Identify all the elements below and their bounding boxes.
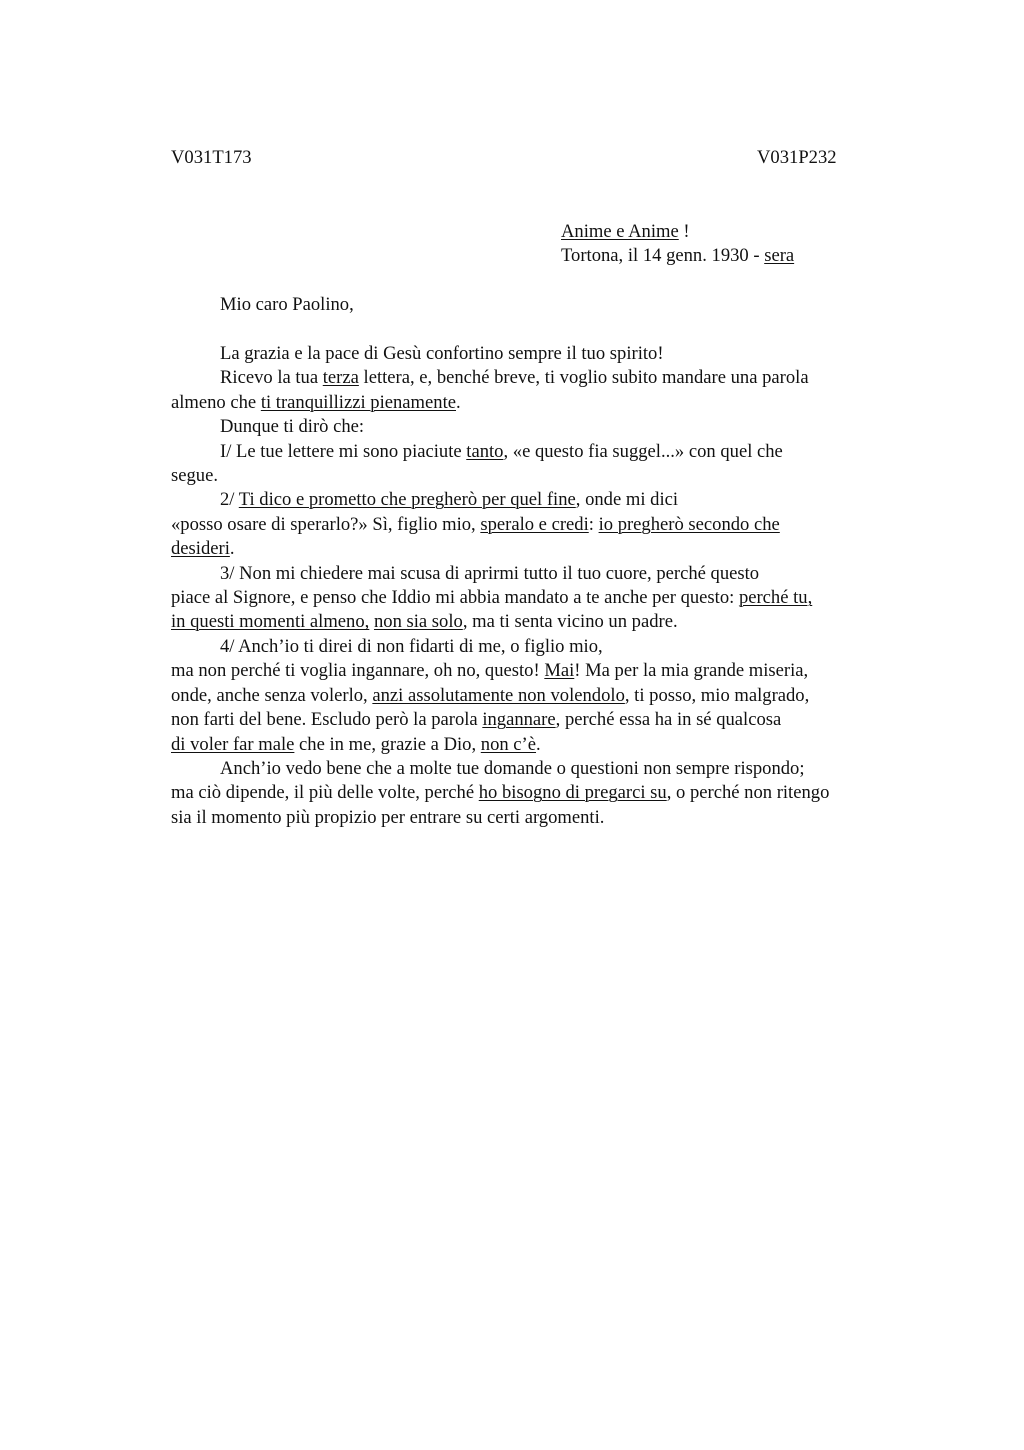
underlined-text: ti tranquillizzi pienamente: [260, 391, 456, 413]
body-line: [171, 708, 911, 732]
body-line: sia il momento più propizio per entrare su certi argomenti.: [171, 806, 605, 828]
text-segment: :: [588, 513, 599, 535]
underlined-text: non sia solo: [373, 611, 463, 633]
salutation: Mio caro Paolino,: [220, 294, 354, 315]
text-segment: lettera, e, benché breve, ti voglio subito mandare una parola: [358, 367, 809, 389]
body-line: 3/ Non mi chiedere mai scusa di aprirmi tutto il tuo cuore, perché questo: [220, 562, 760, 584]
body-line: [171, 586, 911, 610]
underlined-text: terza: [322, 367, 359, 389]
body-line: [171, 659, 911, 683]
underlined-text: Mai: [544, 660, 575, 682]
underlined-text: desideri: [171, 538, 230, 560]
text-segment: , ma ti senta vicino un padre.: [462, 611, 678, 633]
body-line: [171, 391, 911, 415]
reference-code-left: V031T173: [171, 147, 252, 168]
dateline-main: Tortona, il 14 genn. 1930 -: [561, 245, 765, 267]
letter-body: [171, 342, 911, 830]
body-line: Anch’io vedo bene che a molte tue domande o questioni non sempre rispondo;: [220, 757, 805, 779]
body-line: [171, 366, 911, 390]
dateline: [561, 244, 794, 268]
text-segment: , ti posso, mio malgrado,: [624, 684, 810, 706]
text-segment: piace al Signore, e penso che Iddio mi abbia mandato a te anche per questo:: [171, 587, 739, 609]
body-line: [171, 440, 911, 464]
text-segment: che in me, grazie a Dio,: [294, 733, 481, 755]
underlined-text: speralo e credi: [480, 513, 589, 535]
underlined-text: di voler far male: [171, 733, 295, 755]
underlined-text: ho bisogno di pregarci su: [478, 782, 667, 804]
body-line: Dunque ti dirò che:: [220, 416, 365, 438]
letter-title: [561, 220, 794, 244]
body-line: [171, 488, 911, 512]
dateline-underlined: sera: [764, 245, 795, 267]
text-segment: I/ Le tue lettere mi sono piaciute: [220, 440, 467, 462]
text-segment: 2/: [220, 489, 239, 511]
body-line: [171, 781, 911, 805]
text-segment: onde, anche senza volerlo,: [171, 684, 373, 706]
text-segment: Ricevo la tua: [220, 367, 323, 389]
reference-code-right: V031P232: [757, 147, 837, 168]
body-line: [171, 537, 911, 561]
text-segment: non farti del bene. Escludo però la parola: [171, 709, 483, 731]
text-segment: ! Ma per la mia grande miseria,: [574, 660, 809, 682]
underlined-text: non c’è: [480, 733, 537, 755]
body-line: La grazia e la pace di Gesù confortino sempre il tuo spirito!: [220, 343, 664, 364]
text-segment: , o perché non ritengo: [666, 782, 830, 804]
letter-heading: [561, 220, 794, 269]
text-segment: «posso osare di sperarlo?» Sì, figlio mio,: [171, 513, 481, 535]
underlined-text: io pregherò secondo che: [598, 513, 780, 535]
text-segment: , perché essa ha in sé qualcosa: [555, 709, 782, 731]
text-segment: .: [229, 538, 235, 560]
text-segment: .: [456, 391, 461, 413]
underlined-text: in questi momenti almeno,: [171, 611, 370, 633]
text-segment: , onde mi dici: [575, 489, 679, 511]
underlined-text: ingannare: [482, 709, 556, 731]
text-segment: ma ciò dipende, il più delle volte, perché: [171, 782, 479, 804]
text-segment: ma non perché ti voglia ingannare, oh no, questo!: [171, 660, 545, 682]
body-line: segue.: [171, 465, 218, 487]
body-line: [171, 733, 911, 757]
underlined-text: perché tu,: [738, 587, 813, 609]
text-segment: almeno che: [171, 391, 261, 413]
text-segment: .: [536, 733, 541, 755]
text-segment: , «e questo fia suggel...» con quel che: [503, 440, 783, 462]
body-line: 4/ Anch’io ti direi di non fidarti di me, o figlio mio,: [220, 635, 603, 657]
body-line: [171, 610, 911, 634]
underlined-text: Ti dico e prometto che pregherò per quel fine: [238, 489, 576, 511]
underlined-text: tanto: [466, 440, 504, 462]
letter-title-suffix: !: [678, 221, 690, 242]
letter-title-underlined: Anime e Anime: [561, 221, 679, 242]
body-line: [171, 513, 911, 537]
underlined-text: anzi assolutamente non volendolo: [372, 684, 625, 706]
body-line: [171, 684, 911, 708]
